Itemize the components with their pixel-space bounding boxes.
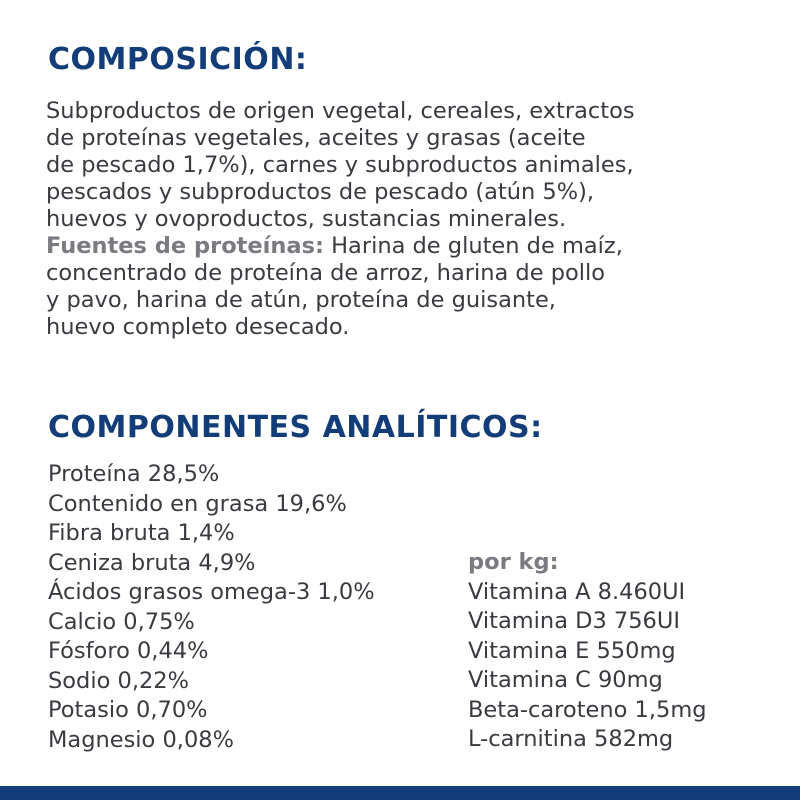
vitamin-item: Vitamina C 90mg xyxy=(468,667,663,693)
vitamin-item: Beta-caroteno 1,5mg xyxy=(468,696,707,723)
protein-sources-line: concentrado de proteína de arroz, harina de pollo xyxy=(46,260,606,286)
analytic-item: Sodio 0,22% xyxy=(48,667,189,694)
protein-sources-label: Fuentes de proteínas: xyxy=(46,233,324,259)
footer-bar xyxy=(0,786,800,800)
vitamin-item: Vitamina A 8.460UI xyxy=(468,578,686,605)
analytic-item: Ácidos grasos omega-3 1,0% xyxy=(48,579,375,605)
analytic-item: Contenido en grasa 19,6% xyxy=(48,490,347,517)
analytics-heading: COMPONENTES ANALÍTICOS: xyxy=(48,410,543,445)
vitamin-item: Vitamina E 550mg xyxy=(468,637,676,664)
composition-line: Subproductos de origen vegetal, cereales, extractos xyxy=(46,98,635,124)
composition-line: pescados y subproductos de pescado (atún 5%), xyxy=(46,179,595,205)
analytic-item: Magnesio 0,08% xyxy=(48,726,234,753)
analytic-item: Proteína 28,5% xyxy=(48,461,220,487)
composition-line: de pescado 1,7%), carnes y subproductos animales, xyxy=(46,152,634,178)
analytic-item: Fósforo 0,44% xyxy=(48,638,209,664)
protein-sources-line: y pavo, harina de atún, proteína de guisante, xyxy=(46,287,556,313)
protein-sources-line: huevo completo desecado. xyxy=(46,314,350,340)
protein-sources-text: Harina de gluten de maíz, xyxy=(323,233,623,259)
composition-line: huevos y ovoproductos, sustancias minerales. xyxy=(46,206,567,232)
analytic-item: Ceniza bruta 4,9% xyxy=(48,549,256,576)
vitamin-item: Vitamina D3 756UI xyxy=(468,608,680,634)
composition-line: de proteínas vegetales, aceites y grasas (aceite xyxy=(46,125,586,151)
analytic-item: Fibra bruta 1,4% xyxy=(48,520,235,546)
analytic-item: Potasio 0,70% xyxy=(48,697,208,723)
analytic-item: Calcio 0,75% xyxy=(48,608,195,635)
vitamin-item: L-carnitina 582mg xyxy=(468,726,674,752)
per-kg-label: por kg: xyxy=(468,549,559,575)
analytics-list xyxy=(48,460,375,755)
composition-heading: COMPOSICIÓN: xyxy=(48,42,308,77)
composition-text xyxy=(46,98,776,341)
protein-sources-line xyxy=(46,233,776,260)
vitamins-list xyxy=(468,548,707,755)
